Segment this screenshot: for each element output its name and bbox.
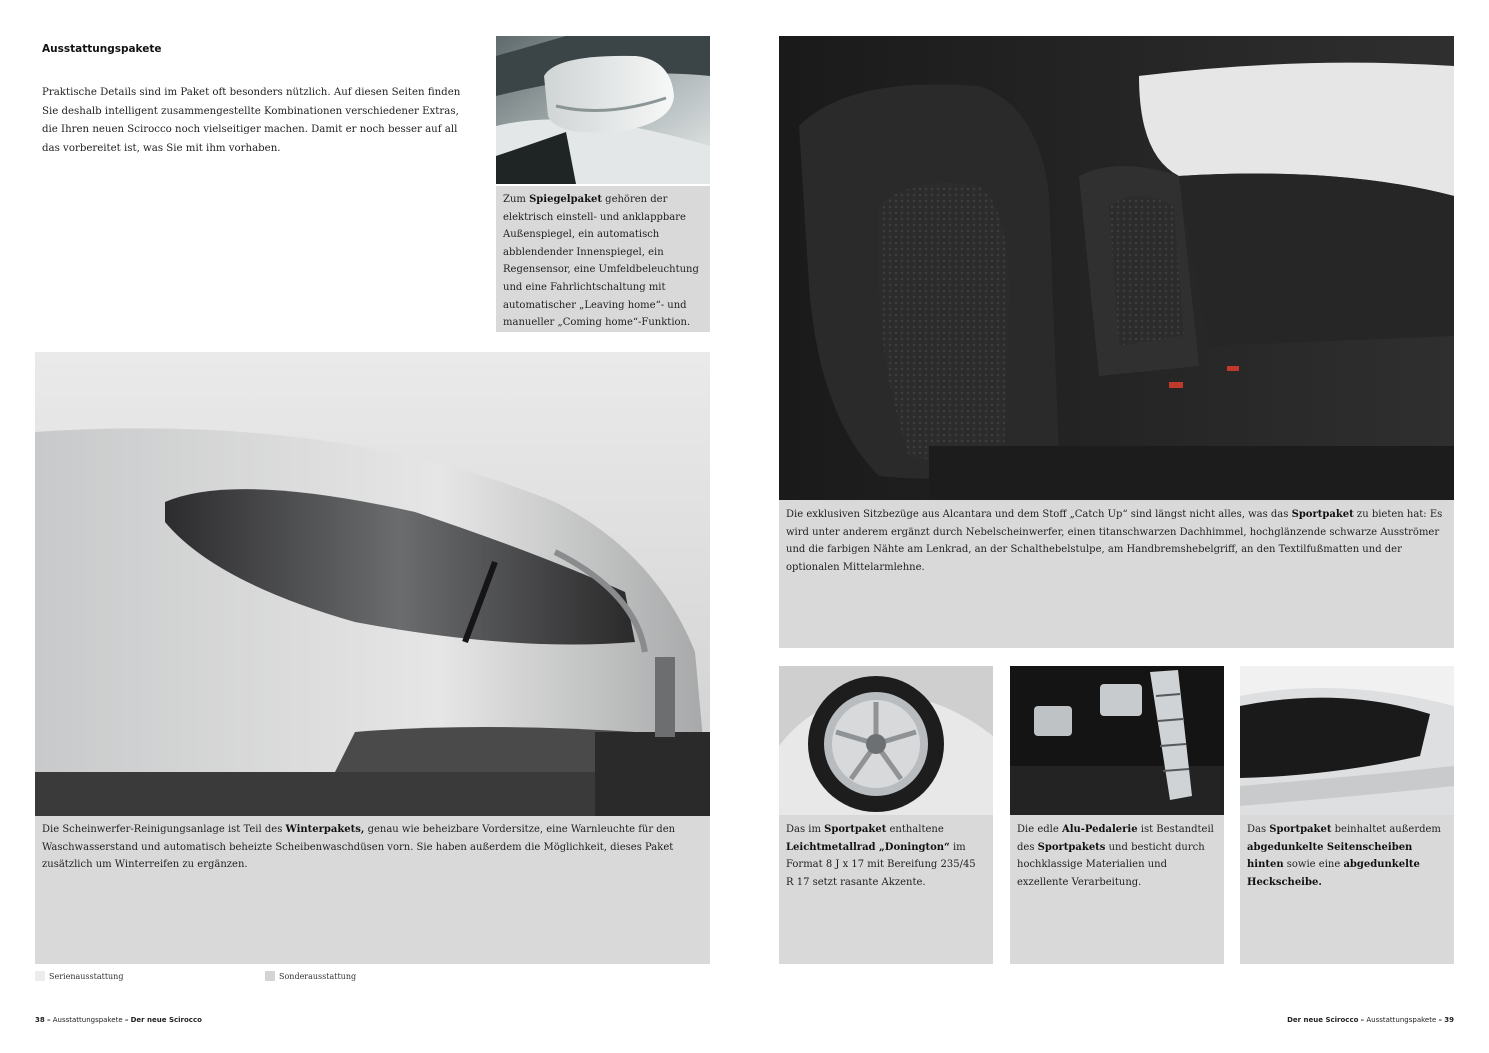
- pedals-caption: [1010, 815, 1224, 964]
- caption-text: zu bieten hat: Es wird unter anderem ergänzt durch Nebelscheinwerfer, einen titanschwarzen Dachhimmel, hochglänzende schwarze Ausströmer und die farbigen Nähte am Lenkrad, an der Schalthebelstulpe, am Handbremshebelgriff, an den Textilfußmatten und der optionalen Mittelarmlehne.: [786, 509, 1443, 573]
- footer-separator: –: [1438, 1016, 1443, 1024]
- footer-left: [35, 1016, 202, 1024]
- footer-section: Ausstattungspakete: [52, 1016, 123, 1024]
- footer-title: Der neue Scirocco: [1287, 1016, 1359, 1024]
- legend-swatch-serie: [35, 971, 45, 981]
- winter-caption: [35, 816, 710, 964]
- footer-title: Der neue Scirocco: [130, 1016, 202, 1024]
- caption-text: Das im: [786, 824, 825, 835]
- mirror-caption: [496, 186, 710, 332]
- sport-seats-caption: [779, 500, 1454, 648]
- footer-right: [1287, 1016, 1454, 1024]
- pedals-photo: [1010, 666, 1224, 815]
- intro-text: Praktische Details sind im Paket oft besonders nützlich. Auf diesen Seiten finden Sie deshalb intelligent zusammengestellte Kombinationen verschiedener Extras, die Ihren neuen Scirocco noch vielseitiger machen. Damit er noch besser auf all das vorbereitet ist, was Sie mit ihm vorhaben.: [42, 87, 461, 154]
- wheel-caption: [779, 815, 993, 964]
- footer-separator: –: [1360, 1016, 1365, 1024]
- caption-bold: Sportpaket: [1269, 824, 1332, 835]
- caption-text: ist Bestandteil des: [1017, 824, 1214, 853]
- mirror-photo: [496, 36, 710, 184]
- caption-text: enthaltene: [886, 824, 944, 835]
- caption-text: gehören der elektrisch einstell- und anklappbare Außenspiegel, ein automatisch abblendender Innenspiegel, ein Regensensor, eine Umfeldbeleuchtung und eine Fahrlichtschaltung mit automatischer „Leaving home“- und manueller „Coming home“-Funktion.: [503, 194, 699, 329]
- footer-separator: –: [124, 1016, 129, 1024]
- caption-bold: Alu-Pedalerie: [1061, 824, 1138, 835]
- caption-bold: Sportpaket: [824, 824, 887, 835]
- legend-label-sonder: Sonderausstattung: [279, 972, 357, 981]
- caption-bold: Spiegelpaket: [529, 194, 602, 205]
- legend-label-serie: Serienausstattung: [49, 972, 124, 981]
- caption-text: Die exklusiven Sitzbezüge aus Alcantara und dem Stoff „Catch Up“ sind längst nicht alles, was das: [786, 509, 1292, 520]
- caption-bold: Leichtmetallrad „Donington“: [786, 841, 950, 853]
- caption-text: Die Scheinwerfer-Reinigungsanlage ist Teil des: [42, 824, 286, 835]
- headlight-photo: [35, 352, 710, 816]
- wheel-photo: [779, 666, 993, 815]
- caption-text: im Format 8 J x 17 mit Bereifung 235/45 R 17 setzt rasante Akzente.: [786, 841, 976, 888]
- page-number: 39: [1444, 1016, 1454, 1024]
- caption-bold: abgedunkelte Seitenscheiben hinten: [1247, 841, 1413, 871]
- caption-text: sowie eine: [1283, 859, 1344, 871]
- caption-text: genau wie beheizbare Vordersitze, eine Warnleuchte für den Waschwasserstand und automatisch beheizte Scheibenwaschdüsen vorn. Sie haben außerdem die Möglichkeit, dieses Paket zusätzlich um Winterreifen zu ergänzen.: [42, 824, 676, 871]
- caption-bold: Sportpakets: [1037, 841, 1106, 853]
- footer-section: Ausstattungspakete: [1366, 1016, 1437, 1024]
- seats-photo: [779, 36, 1454, 500]
- windows-caption: [1240, 815, 1454, 964]
- caption-bold: Sportpaket: [1291, 509, 1354, 520]
- page-number: 38: [35, 1016, 45, 1024]
- caption-text: und besticht durch hochklassige Materialien und exzellente Verarbeitung.: [1017, 841, 1205, 888]
- section-title: Ausstattungspakete: [42, 43, 162, 55]
- caption-text: Die edle: [1017, 824, 1062, 835]
- legend-swatch-sonder: [265, 971, 275, 981]
- caption-text: beinhaltet außerdem: [1331, 824, 1441, 835]
- caption-bold: abgedunkelte Heckscheibe.: [1247, 859, 1420, 888]
- caption-text: Das: [1247, 824, 1270, 835]
- footer-separator: –: [46, 1016, 51, 1024]
- caption-text: Zum: [503, 194, 530, 205]
- windows-photo: [1240, 666, 1454, 815]
- caption-bold: Winterpakets,: [285, 824, 365, 835]
